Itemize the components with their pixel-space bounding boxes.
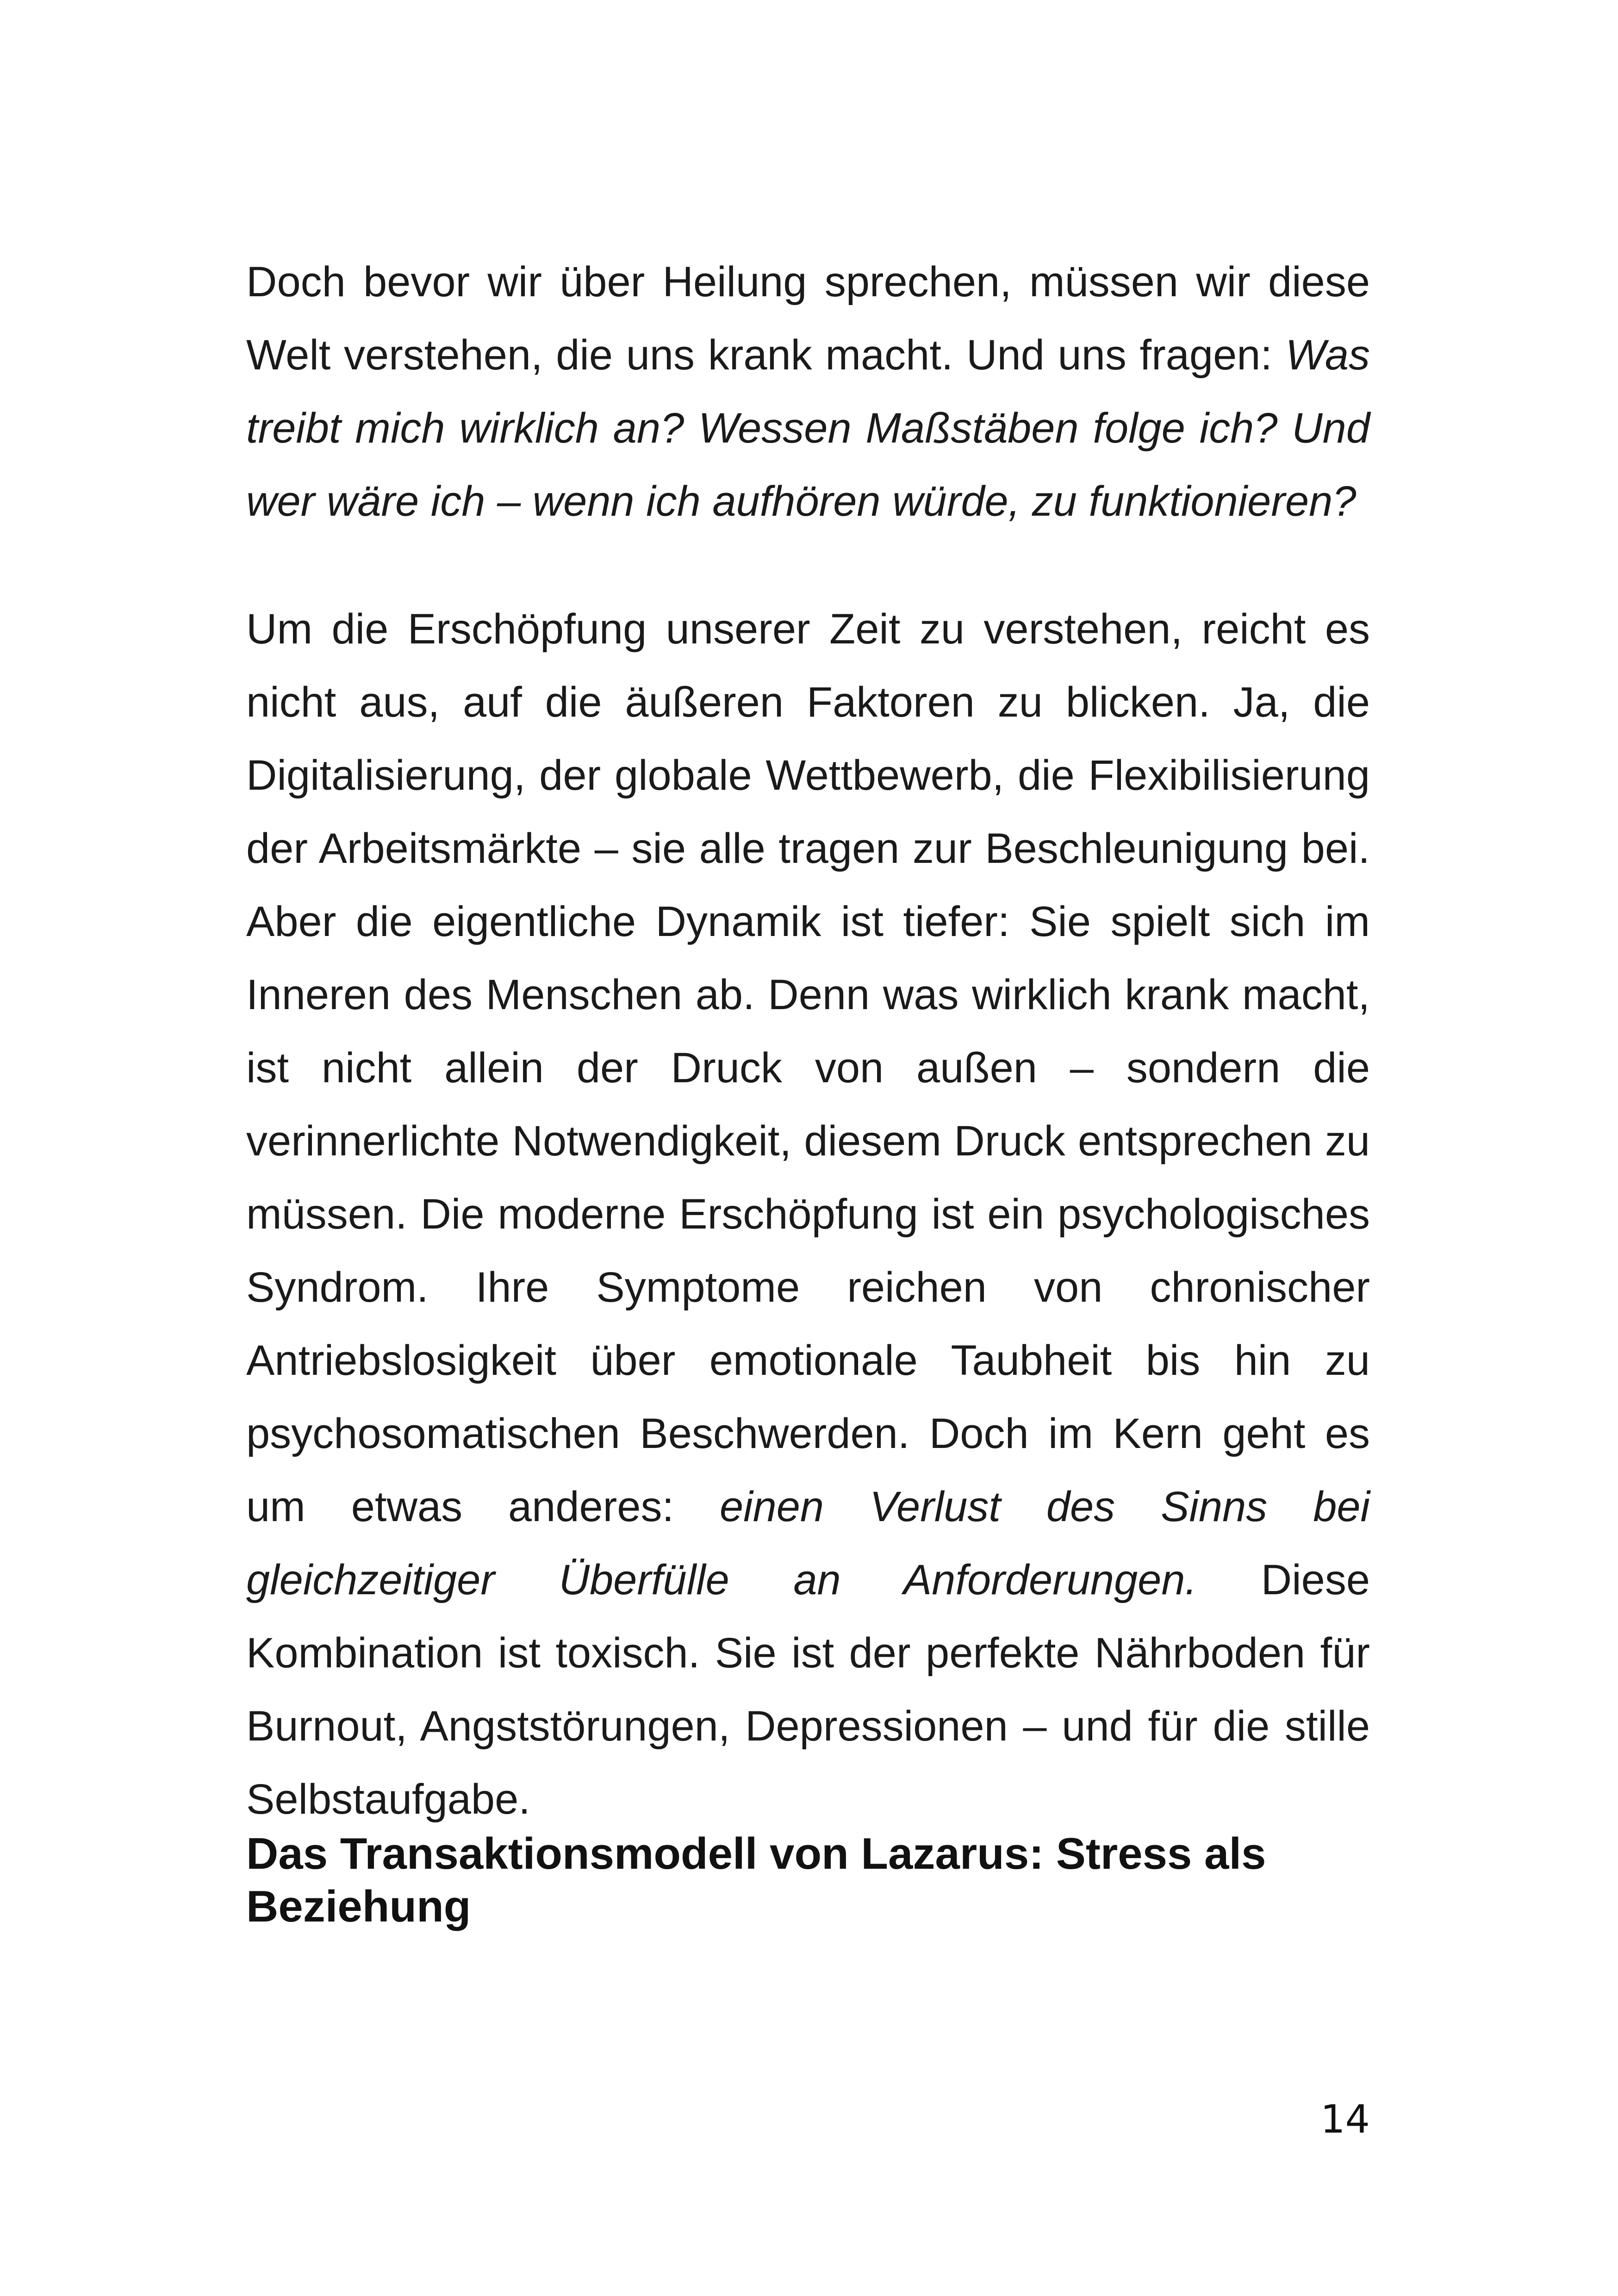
section-heading: Das Transaktionsmodell von Lazarus: Stress als Beziehung — [246, 1829, 1266, 1931]
paragraph — [246, 593, 1370, 1836]
paragraph — [246, 245, 1370, 538]
paragraph-text: Um die Erschöpfung unserer Zeit zu verstehen, reicht es nicht aus, auf die äußeren Faktoren zu blicken. Ja, die Digitalisierung, der globale Wettbewerb, die Flexibilisierung der Arbeitsmärkte – sie alle tragen zur Beschleunigung bei. Aber die eigentliche Dynamik ist tiefer: Sie spielt sich im Inneren des Menschen ab. Denn was wirklich krank macht, ist nicht allein der Druck von außen – sondern die verinnerlichte Notwendigkeit, diesem Druck entsprechen zu müssen. Die moderne Erschöpfung ist ein psychologisches Syndrom. Ihre Symptome reichen von chronischer Antriebslosigkeit über emotionale Taubheit bis hin zu psychosomatischen Beschwerden. Doch im Kern geht es um etwas anderes: — [246, 605, 1370, 1530]
paragraph-text: Diese Kombination ist toxisch. Sie ist der perfekte Nährboden für Burnout, Angststörungen, Depressionen – und für die stille Selbstaufgabe. — [246, 1556, 1370, 1823]
paragraph-italic-text: einen Verlust des Sinns bei gleichzeitiger Überfülle an Anforderungen. — [246, 1483, 1370, 1603]
page-number: 14 — [1320, 2096, 1370, 2142]
paragraph-italic-text: Was treibt mich wirklich an? Wessen Maßstäben folge ich? Und wer wäre ich – wenn ich aufhören würde, zu funktionieren? — [246, 331, 1370, 525]
paragraph-text: Doch bevor wir über Heilung sprechen, müssen wir diese Welt verstehen, die uns krank macht. Und uns fragen: — [246, 258, 1370, 379]
body-text — [246, 245, 1370, 1836]
